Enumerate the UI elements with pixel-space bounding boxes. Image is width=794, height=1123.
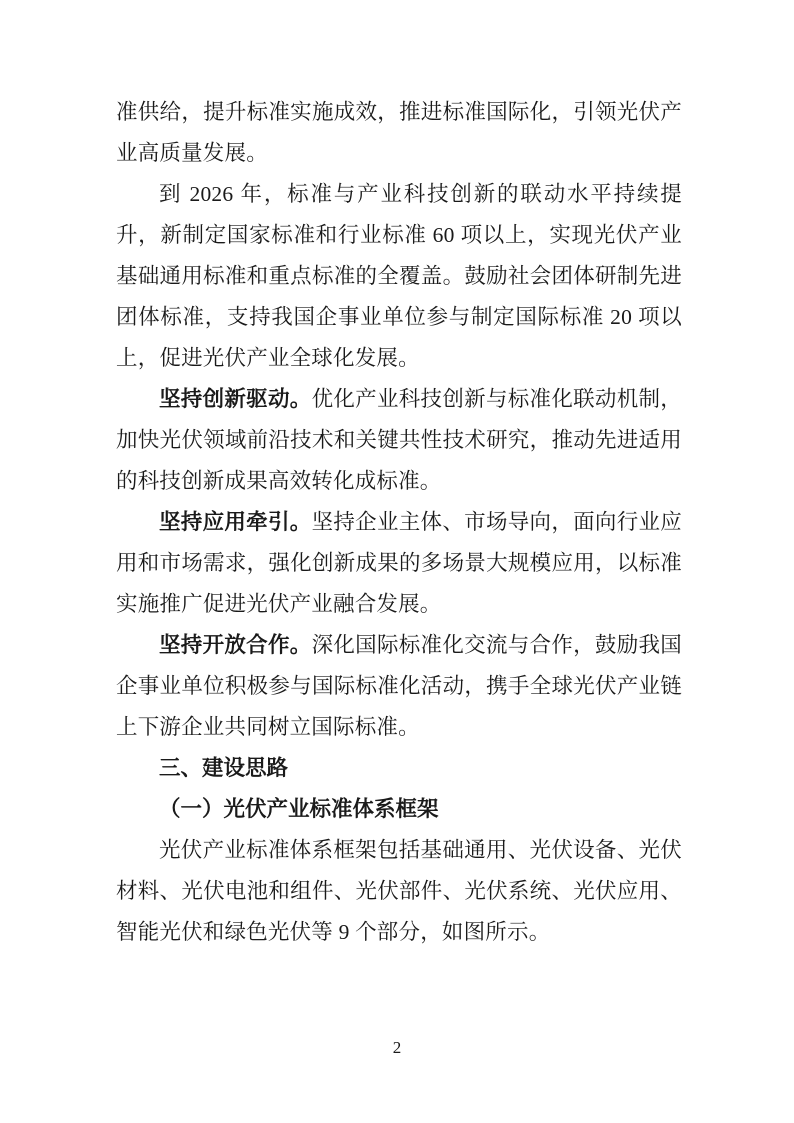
paragraph-application-led <box>116 502 682 625</box>
paragraph-text-innovation-driven: 优化产业科技创新与标准化联动机制，加快光伏领域前沿技术和关键共性技术研究，推动先进适用的科技创新成果高效转化成标准。 <box>116 387 683 493</box>
paragraph-lead-open-cooperation: 坚持开放合作。 <box>159 633 312 657</box>
paragraph-open-cooperation <box>116 625 682 748</box>
paragraph-framework-overview: 光伏产业标准体系框架包括基础通用、光伏设备、光伏材料、光伏电池和组件、光伏部件、光伏系统、光伏应用、智能光伏和绿色光伏等 9 个部分，如图所示。 <box>116 838 682 944</box>
paragraph-goals-2026: 到 2026 年，标准与产业科技创新的联动水平持续提升，新制定国家标准和行业标准 60 项以上，实现光伏产业基础通用标准和重点标准的全覆盖。鼓励社会团体研制先进团体标准，支持我国企事业单位参与制定国际标准 20 项以上，促进光伏产业全球化发展。 <box>116 182 682 370</box>
page-number: 2 <box>392 1038 402 1057</box>
paragraph-lead-innovation-driven: 坚持创新驱动。 <box>159 387 312 411</box>
document-body <box>116 92 682 953</box>
paragraph-text-open-cooperation: 深化国际标准化交流与合作，鼓励我国企事业单位积极参与国际标准化活动，携手全球光伏产业链上下游企业共同树立国际标准。 <box>116 633 683 739</box>
subsection-heading: （一）光伏产业标准体系框架 <box>159 797 439 821</box>
paragraph-continuation: 准供给，提升标准实施成效，推进标准国际化，引领光伏产业高质量发展。 <box>116 100 682 165</box>
paragraph-innovation-driven <box>116 379 682 502</box>
section-heading: 三、建设思路 <box>159 756 289 780</box>
paragraph-lead-application-led: 坚持应用牵引。 <box>159 510 312 534</box>
paragraph-text-application-led: 坚持企业主体、市场导向，面向行业应用和市场需求，强化创新成果的多场景大规模应用，以标准实施推广促进光伏产业融合发展。 <box>116 510 683 616</box>
